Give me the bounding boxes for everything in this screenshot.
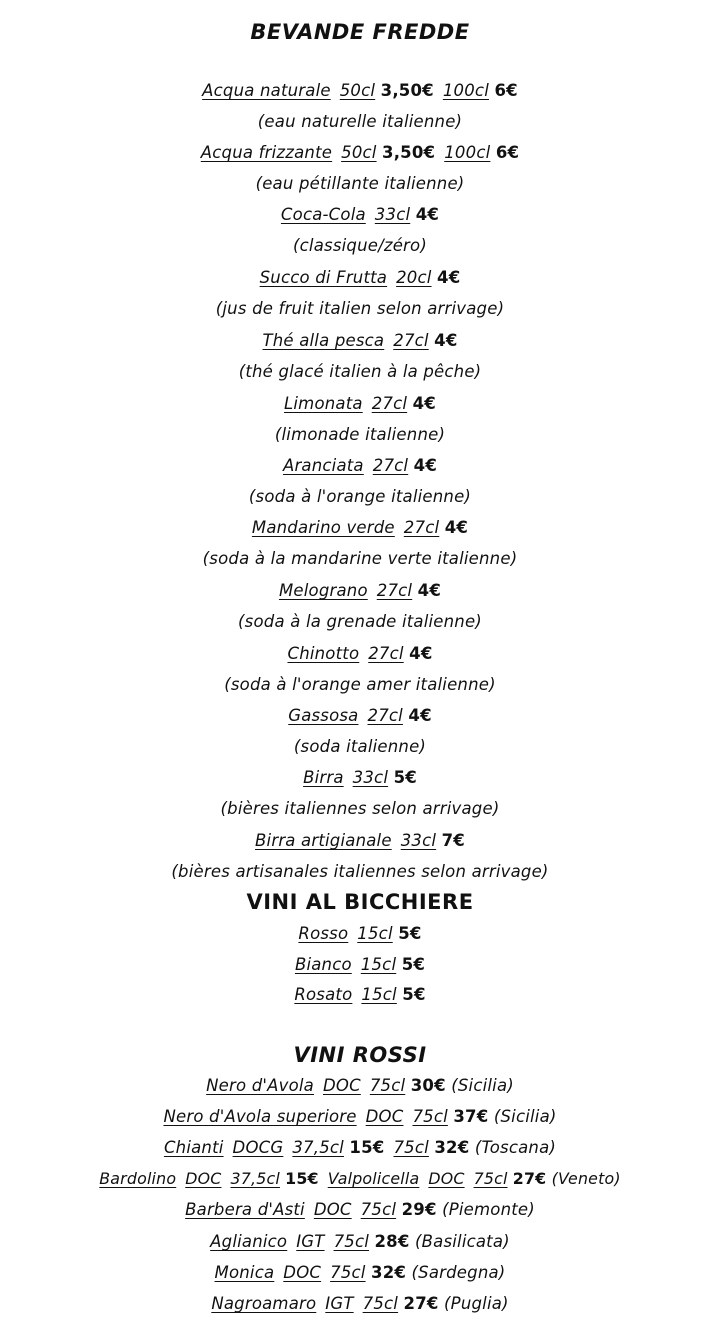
wine-size: 75cl	[369, 1076, 406, 1095]
wine-name: Nero d'Avola superiore	[163, 1107, 357, 1126]
item-description: (soda à la grenade italienne)	[238, 612, 482, 631]
menu-item-the-pesca	[0, 331, 720, 350]
item-description: (thé glacé italien à la pêche)	[238, 362, 482, 381]
item-size: 50cl	[339, 81, 376, 100]
item-name: Acqua frizzante	[200, 143, 333, 162]
item-price: 5€	[402, 985, 426, 1004]
menu-item-bianco	[0, 955, 720, 974]
item-name: Rosso	[298, 924, 349, 943]
wine-region: (Piemonte)	[442, 1200, 535, 1219]
wine-label: DOC	[283, 1263, 322, 1282]
wine-row-bardolino-valpolicella	[0, 1169, 720, 1188]
item-size: 50cl	[341, 143, 377, 162]
item-size: 27cl	[393, 331, 429, 350]
item-name: Rosato	[294, 985, 353, 1004]
wine-size: 37,5cl	[292, 1138, 344, 1157]
item-description: (classique/zéro)	[293, 236, 427, 255]
wine-name: Nagroamaro	[211, 1294, 317, 1313]
item-price: 4€	[412, 394, 436, 413]
item-size: 33cl	[352, 768, 389, 787]
item-name: Aranciata	[282, 456, 364, 475]
item-price: 3,50€	[380, 81, 434, 100]
wine-size: 75cl	[333, 1232, 370, 1251]
item-description: (soda à la mandarine verte italienne)	[202, 549, 518, 568]
wine-row-chianti	[0, 1138, 720, 1157]
item-size: 27cl	[372, 456, 409, 475]
item-size: 15cl	[360, 955, 397, 974]
item-size: 15cl	[357, 924, 393, 943]
menu-item-rosso	[0, 924, 720, 943]
item-price: 6€	[494, 81, 518, 100]
wine-row-nagroamaro	[0, 1294, 720, 1313]
item-size: 27cl	[367, 706, 403, 725]
wine-size: 37,5cl	[230, 1169, 280, 1188]
item-size: 33cl	[374, 205, 411, 224]
menu-item-limonata	[0, 394, 720, 413]
wine-name: Chianti	[163, 1138, 224, 1157]
wine-label: DOCG	[232, 1138, 284, 1157]
item-name: Thé alla pesca	[262, 331, 385, 350]
item-description: (jus de fruit italien selon arrivage)	[215, 299, 505, 318]
item-description: (limonade italienne)	[274, 425, 446, 444]
wine-region: (Puglia)	[444, 1294, 509, 1313]
item-price: 4€	[413, 456, 438, 475]
item-description: (eau naturelle italienne)	[257, 112, 463, 131]
wine-row-nero-davola	[0, 1076, 720, 1095]
wine-row-monica	[0, 1263, 720, 1282]
wine-name: Aglianico	[210, 1232, 288, 1251]
item-description: (soda italienne)	[293, 737, 427, 756]
wine-price: 37€	[453, 1107, 489, 1126]
menu-item-gassosa	[0, 706, 720, 725]
item-size: 20cl	[396, 268, 432, 287]
item-description: (bières artisanales italiennes selon arrivage)	[171, 862, 549, 881]
wine-name: Bardolino	[99, 1169, 177, 1188]
item-name: Bianco	[294, 955, 352, 974]
wine-label: DOC	[322, 1076, 361, 1095]
item-name: Succo di Frutta	[259, 268, 388, 287]
wine-size: 75cl	[412, 1107, 448, 1126]
item-size: 27cl	[403, 518, 440, 537]
wine-region: (Sicilia)	[493, 1107, 557, 1126]
menu-item-rosato	[0, 985, 720, 1004]
wine-price: 28€	[374, 1232, 410, 1251]
item-price: 4€	[437, 268, 461, 287]
item-name: Birra	[303, 768, 344, 787]
wine-label: DOC	[428, 1169, 465, 1188]
wine-label: DOC	[185, 1169, 222, 1188]
item-name: Gassosa	[288, 706, 359, 725]
item-name: Melograno	[278, 581, 368, 600]
wine-size: 75cl	[360, 1200, 397, 1219]
section-title-bicchiere: VINI AL BICCHIERE	[246, 890, 474, 914]
item-price: 4€	[417, 581, 442, 600]
wine-price: 29€	[401, 1200, 437, 1219]
item-price: 5€	[398, 924, 422, 943]
item-size: 27cl	[376, 581, 413, 600]
item-price: 5€	[401, 955, 426, 974]
item-price: 4€	[415, 205, 440, 224]
wine-price: 30€	[410, 1076, 446, 1095]
wine-size: 75cl	[473, 1169, 508, 1188]
item-name: Acqua naturale	[202, 81, 331, 100]
item-name: Coca-Cola	[280, 205, 366, 224]
section-title-bevande: BEVANDE FREDDE	[250, 20, 470, 44]
wine-price: 27€	[512, 1169, 547, 1188]
menu-item-aranciata	[0, 456, 720, 475]
wine-size: 75cl	[393, 1138, 429, 1157]
item-name: Mandarino verde	[251, 518, 395, 537]
item-price: 4€	[408, 706, 432, 725]
item-size: 15cl	[361, 985, 397, 1004]
menu-item-mandarino	[0, 518, 720, 537]
wine-name: Monica	[214, 1263, 275, 1282]
wine-name: Valpolicella	[327, 1169, 420, 1188]
wine-label: IGT	[296, 1232, 325, 1251]
wine-row-nero-davola-superiore	[0, 1107, 720, 1126]
item-price: 4€	[434, 331, 458, 350]
menu-item-acqua-frizzante	[0, 143, 720, 162]
item-size: 27cl	[368, 644, 404, 663]
item-size: 33cl	[400, 831, 437, 850]
menu-item-chinotto	[0, 644, 720, 663]
menu-item-coca-cola	[0, 205, 720, 224]
menu-item-melograno	[0, 581, 720, 600]
item-size: 27cl	[371, 394, 408, 413]
wine-price: 27€	[403, 1294, 439, 1313]
wine-region: (Basilicata)	[414, 1232, 510, 1251]
menu-item-succo	[0, 268, 720, 287]
item-size: 100cl	[442, 81, 489, 100]
menu-item-acqua-naturale	[0, 81, 720, 100]
item-price: 6€	[495, 143, 520, 162]
item-price: 3,50€	[382, 143, 436, 162]
wine-price: 32€	[434, 1138, 470, 1157]
item-size: 100cl	[444, 143, 491, 162]
wine-price: 15€	[285, 1169, 319, 1188]
wine-region: (Sicilia)	[451, 1076, 514, 1095]
item-description: (eau pétillante italienne)	[255, 174, 465, 193]
wine-region: (Toscana)	[474, 1138, 557, 1157]
wine-price: 32€	[371, 1263, 407, 1282]
wine-label: DOC	[313, 1200, 352, 1219]
wine-region: (Veneto)	[551, 1169, 621, 1188]
item-description: (bières italiennes selon arrivage)	[220, 799, 500, 818]
wine-name: Barbera d'Asti	[185, 1200, 305, 1219]
item-description: (soda à l'orange italienne)	[248, 487, 472, 506]
wine-region: (Sardegna)	[411, 1263, 506, 1282]
item-name: Limonata	[284, 394, 363, 413]
item-price: 5€	[393, 768, 417, 787]
wine-price: 15€	[349, 1138, 385, 1157]
wine-name: Nero d'Avola	[206, 1076, 314, 1095]
item-price: 4€	[444, 518, 469, 537]
wine-size: 75cl	[330, 1263, 366, 1282]
section-title-rossi: VINI ROSSI	[293, 1043, 427, 1067]
wine-label: IGT	[325, 1294, 354, 1313]
wine-row-aglianico	[0, 1232, 720, 1251]
item-price: 7€	[441, 831, 465, 850]
item-name: Chinotto	[287, 644, 360, 663]
wine-row-barbera	[0, 1200, 720, 1219]
item-description: (soda à l'orange amer italienne)	[224, 675, 496, 694]
item-name: Birra artigianale	[255, 831, 392, 850]
item-price: 4€	[409, 644, 433, 663]
menu-item-birra-artigianale	[0, 831, 720, 850]
wine-size: 75cl	[362, 1294, 399, 1313]
menu-item-birra	[0, 768, 720, 787]
wine-label: DOC	[365, 1107, 404, 1126]
